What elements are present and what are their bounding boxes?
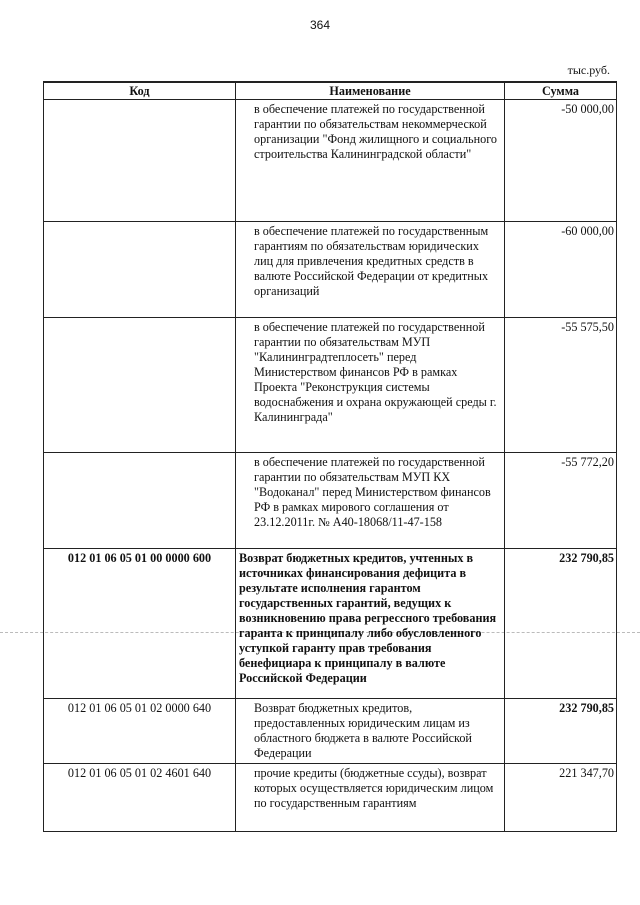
table-row [44, 100, 617, 222]
row-name: в обеспечение платежей по государственной гарантии по обязательствам МУП КХ "Водоканал" перед Министерством финансов РФ в рамках мирового соглашения от 23.12.2011г. № А40-18068/11-47-158 [236, 453, 505, 549]
table-header-row [44, 82, 617, 100]
header-sum: Сумма [505, 82, 617, 100]
row-code: 012 01 06 05 01 02 0000 640 [44, 699, 236, 764]
row-sum: 232 790,85 [505, 549, 617, 699]
table-row [44, 453, 617, 549]
row-code [44, 100, 236, 222]
table-row [44, 318, 617, 453]
row-sum: -55 575,50 [505, 318, 617, 453]
row-sum: -50 000,00 [505, 100, 617, 222]
row-code [44, 318, 236, 453]
page-number: 364 [309, 18, 331, 32]
row-name: Возврат бюджетных кредитов, предоставленных юридическим лицам из областного бюджета в валюте Российской Федерации [236, 699, 505, 764]
row-sum: 232 790,85 [505, 699, 617, 764]
row-name: в обеспечение платежей по государственной гарантии по обязательствам некоммерческой организации "Фонд жилищного и социального строительства Калининградской области" [236, 100, 505, 222]
row-name: Возврат бюджетных кредитов, учтенных в источниках финансирования дефицита в результате исполнения гарантом государственных гарантий, ведущих к возникновению права регрессного требования гаранта к принципалу либо обусловленного уступкой гаранту прав требования бенефициара к принципалу в валюте Российской Федерации [236, 549, 505, 699]
row-name: в обеспечение платежей по государственным гарантиям по обязательствам юридических лиц для привлечения кредитных средств в валюте Российской Федерации от кредитных организаций [236, 222, 505, 318]
budget-table [43, 81, 617, 832]
header-name: Наименование [236, 82, 505, 100]
table-row [44, 699, 617, 764]
row-code: 012 01 06 05 01 00 0000 600 [44, 549, 236, 699]
table-row [44, 222, 617, 318]
table-row [44, 549, 617, 699]
row-code [44, 453, 236, 549]
row-code: 012 01 06 05 01 02 4601 640 [44, 764, 236, 832]
row-sum: -55 772,20 [505, 453, 617, 549]
header-code: Код [44, 82, 236, 100]
row-sum: 221 347,70 [505, 764, 617, 832]
unit-label: тыс.руб. [567, 63, 610, 77]
row-sum: -60 000,00 [505, 222, 617, 318]
row-name: прочие кредиты (бюджетные ссуды), возврат которых осуществляется юридическим лицом по государственным гарантиям [236, 764, 505, 832]
row-name: в обеспечение платежей по государственной гарантии по обязательствам МУП "Калининградтеплосеть" перед Министерством финансов РФ в рамках Проекта "Реконструкция системы водоснабжения и охрана окружающей среды г. Калининграда" [236, 318, 505, 453]
row-code [44, 222, 236, 318]
table-row [44, 764, 617, 832]
